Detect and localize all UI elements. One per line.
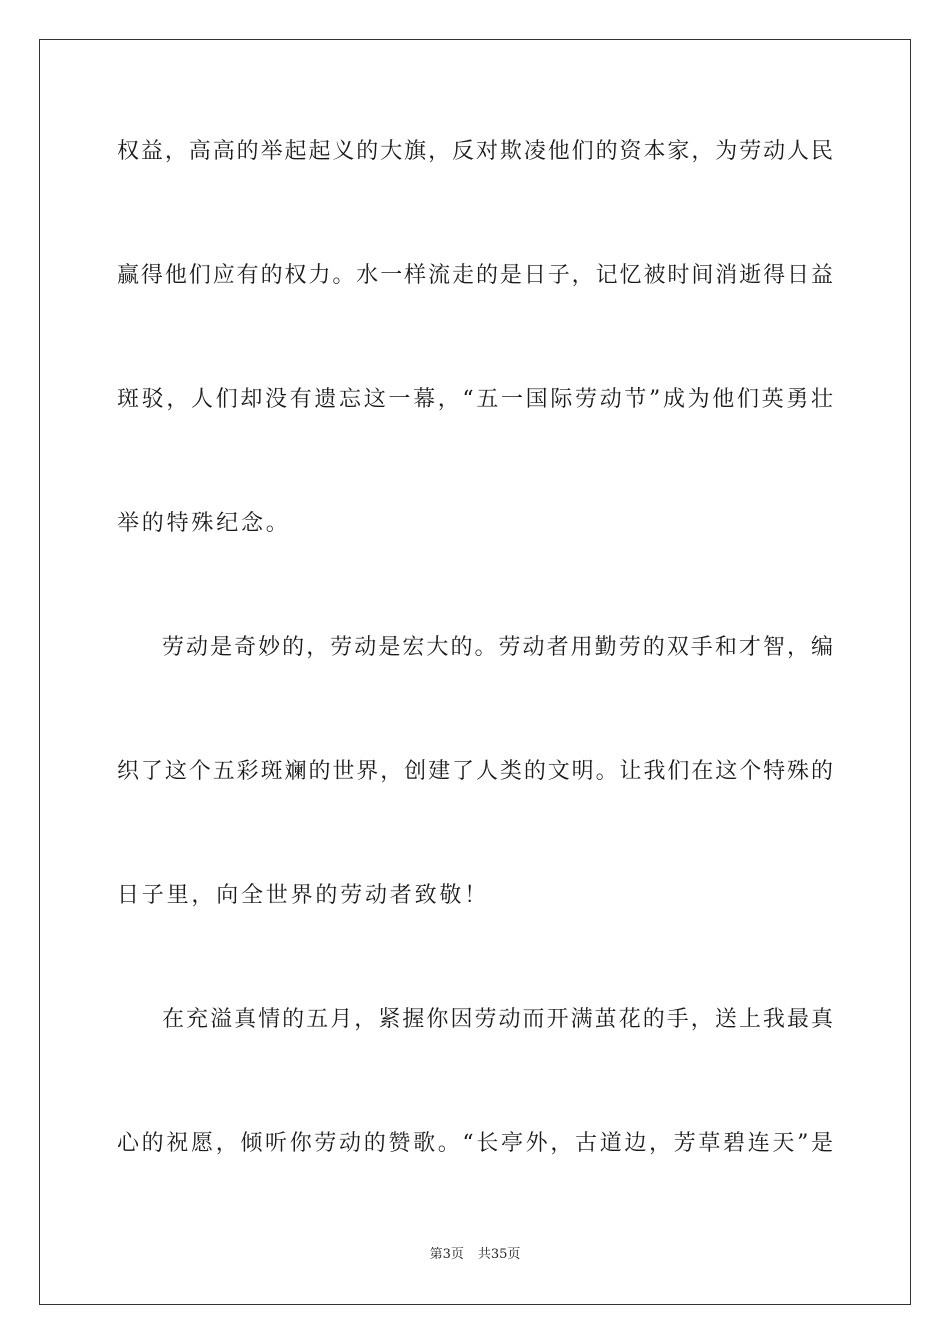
page-number-total: 共35页 <box>477 1247 521 1262</box>
paragraph-line: 举的特殊纪念。 <box>117 511 291 536</box>
paragraph-line: 日子里，向全世界的劳动者致敬！ <box>117 883 490 908</box>
paragraph-line: 在充溢真情的五月，紧握你因劳动而开满茧花的手，送上我最真 <box>162 1007 833 1032</box>
paragraph-line: 斑驳，人们却没有遗忘这一幕，“五一国际劳动节”成为他们英勇壮 <box>117 387 833 412</box>
paragraph-line: 权益，高高的举起起义的大旗，反对欺凌他们的资本家，为劳动人民 <box>117 139 833 164</box>
page-footer <box>0 1246 950 1264</box>
page-border <box>39 39 911 1305</box>
page-number-current: 第3页 <box>429 1247 464 1262</box>
paragraph-line: 赢得他们应有的权力。水一样流走的是日子，记忆被时间消逝得日益 <box>117 263 833 288</box>
paragraph-line: 心的祝愿，倾听你劳动的赞歌。“长亭外，古道边，芳草碧连天”是 <box>117 1131 833 1156</box>
paragraph-line: 织了这个五彩斑斓的世界，创建了人类的文明。让我们在这个特殊的 <box>117 759 833 784</box>
paragraph-line: 劳动是奇妙的，劳动是宏大的。劳动者用勤劳的双手和才智，编 <box>162 635 833 660</box>
